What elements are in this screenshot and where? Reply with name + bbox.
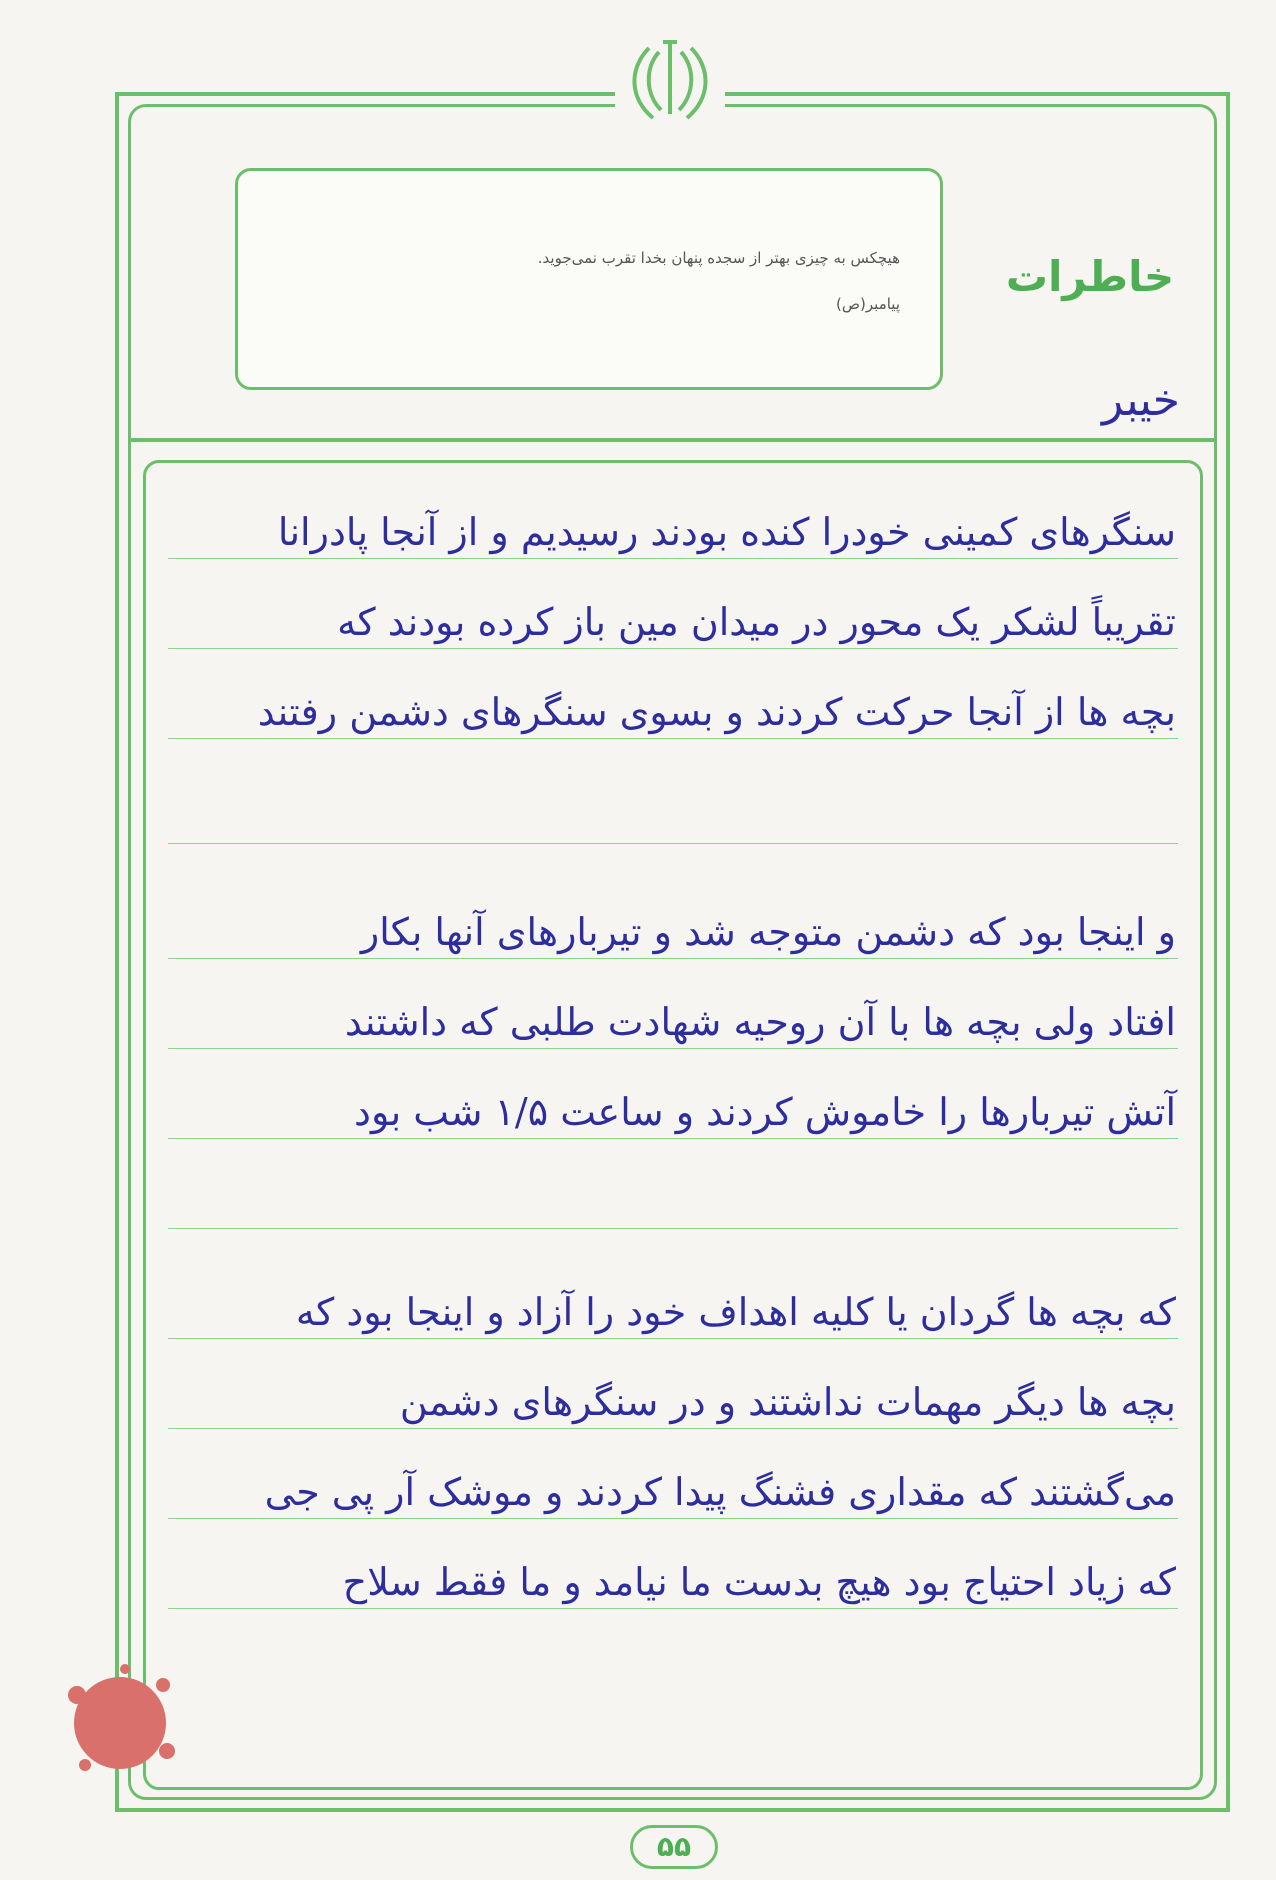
quote-text: هیچکس به چیزی بهتر از سجده پنهان بخدا تقرب نمی‌جوید. (537, 249, 900, 267)
handwritten-line: و اینجا بود که دشمن متوجه شد و تیربارهای آنها بکار (360, 910, 1176, 954)
page-number: ۵۵ (630, 1825, 718, 1869)
handwritten-line: بچه ها دیگر مهمات نداشتند و در سنگرهای دشمن (399, 1380, 1176, 1424)
ruled-line (168, 1518, 1178, 1519)
ruled-line (168, 558, 1178, 559)
ink-stain (55, 1655, 185, 1785)
ruled-line (168, 738, 1178, 739)
ruled-line (168, 1428, 1178, 1429)
header-divider (128, 438, 1217, 442)
ruled-line (168, 1228, 1178, 1229)
ruled-line (168, 958, 1178, 959)
handwritten-line: افتاد ولی بچه ها با آن روحیه شهادت طلبی که داشتند (344, 1000, 1176, 1044)
quote-box (235, 168, 943, 390)
handwritten-line: سنگرهای کمینی خودرا کنده بودند رسیدیم و از آنجا پادرانا (277, 510, 1176, 554)
handwritten-line: که زیاد احتیاج بود هیچ بدست ما نیامد و ما فقط سلاح (342, 1560, 1176, 1604)
handwritten-line: آتش تیربارها را خاموش کردند و ساعت ۱/۵ شب بود (354, 1090, 1176, 1134)
ruled-line (168, 1138, 1178, 1139)
ruled-line (168, 648, 1178, 649)
ruled-line (168, 1338, 1178, 1339)
ruled-line (168, 1048, 1178, 1049)
handwritten-line: بچه ها از آنجا حرکت کردند و بسوی سنگرهای دشمن رفتند (257, 690, 1176, 734)
emblem-icon (615, 22, 725, 132)
handwritten-line: تقریباً لشکر یک محور در میدان مین باز کرده بودند که (337, 600, 1176, 644)
quote-source: پیامبر(ص) (836, 295, 900, 313)
section-title: خاطرات (1005, 252, 1175, 301)
ruled-line (168, 1608, 1178, 1609)
handwritten-heading: خیبر (1101, 375, 1180, 426)
handwritten-line: که بچه ها گردان یا کلیه اهداف خود را آزاد و اینجا بود که (295, 1290, 1176, 1334)
handwritten-line: می‌گشتند که مقداری فشنگ پیدا کردند و موشک آر پی جی (264, 1470, 1176, 1514)
ruled-line (168, 843, 1178, 844)
